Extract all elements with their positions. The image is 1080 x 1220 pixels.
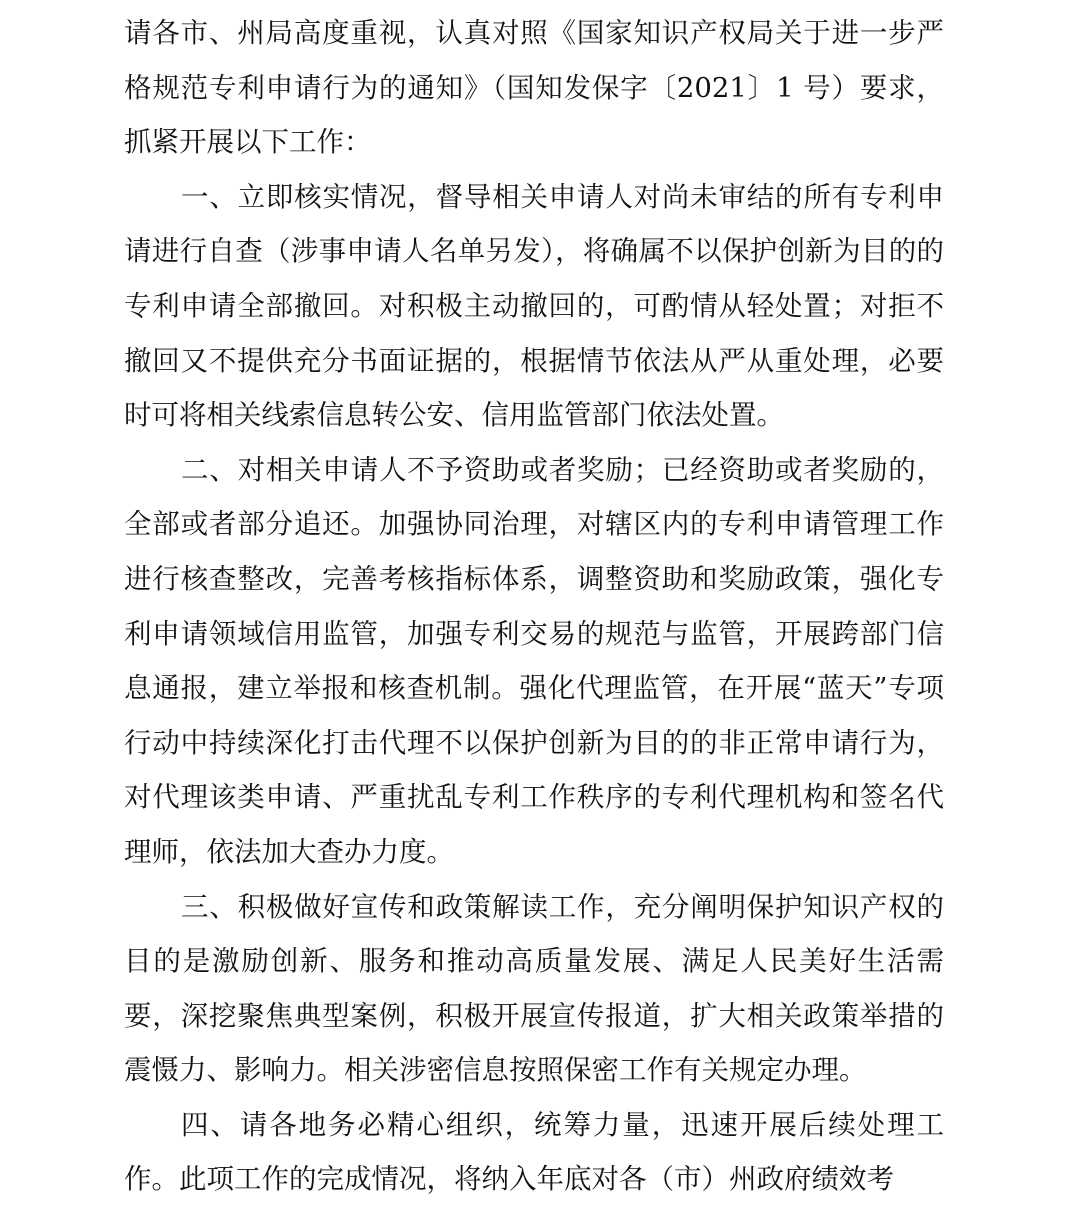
paragraph-intro: 请各市、州局高度重视，认真对照《国家知识产权局关于进一步严格规范专利申请行为的通知》（国知发保字〔2021〕1 号）要求，抓紧开展以下工作： <box>124 17 944 159</box>
paragraph-item-2: 二、对相关申请人不予资助或者奖励；已经资助或者奖励的，全部或者部分追还。加强协同治理，对辖区内的专利申请管理工作进行核查整改，完善考核指标体系，调整资助和奖励政策，强化专利申请领域信用监管，加强专利交易的规范与监管，开展跨部门信息通报，建立举报和核查机制。强化代理监管，在开展“蓝天”专项行动中持续深化打击代理不以保护创新为目的的非正常申请行为，对代理该类申请、严重扰乱专利工作秩序的专利代理机构和签名代理师，依法加大查办力度。 <box>124 453 944 868</box>
paragraph-item-4: 四、请各地务必精心组织，统筹力量，迅速开展后续处理工作。此项工作的完成情况，将纳入年底对各（市）州政府绩效考 <box>124 1108 944 1196</box>
paragraph-item-3: 三、积极做好宣传和政策解读工作，充分阐明保护知识产权的目的是激励创新、服务和推动高质量发展、满足人民美好生活需要，深挖聚焦典型案例，积极开展宣传报道，扩大相关政策举措的震慑力、影响力。相关涉密信息按照保密工作有关规定办理。 <box>124 890 944 1087</box>
paragraph-item-1: 一、立即核实情况，督导相关申请人对尚未审结的所有专利申请进行自查（涉事申请人名单另发），将确属不以保护创新为目的的专利申请全部撤回。对积极主动撤回的，可酌情从轻处置；对拒不撤回又不提供充分书面证据的，根据情节依法从严从重处理，必要时可将相关线索信息转公安、信用监管部门依法处置。 <box>124 180 944 432</box>
document-body <box>124 6 944 1207</box>
